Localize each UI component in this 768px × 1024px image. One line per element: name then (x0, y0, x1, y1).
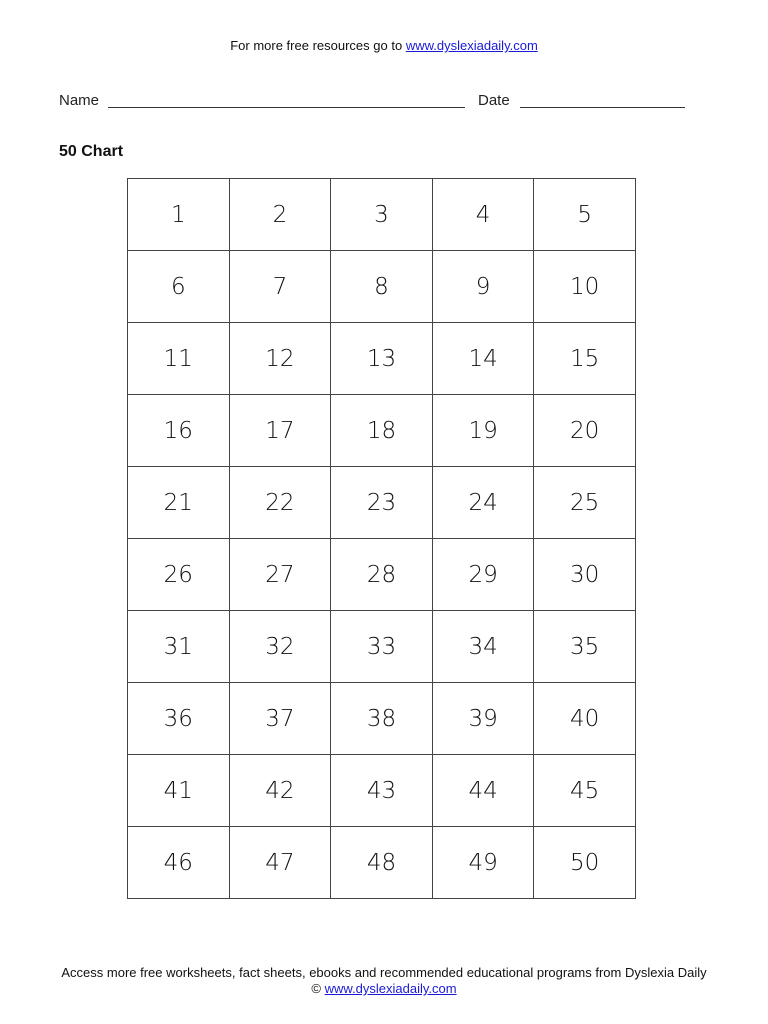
number-cell: 27 (229, 539, 331, 611)
footer-website-link[interactable]: www.dyslexiadaily.com (324, 981, 457, 996)
number-cell: 37 (229, 683, 331, 755)
table-row (128, 323, 636, 395)
table-row (128, 683, 636, 755)
number-cell: 39 (432, 683, 534, 755)
table-row (128, 467, 636, 539)
number-cell: 43 (331, 755, 433, 827)
number-cell: 4 (432, 179, 534, 251)
date-blank-line (520, 107, 685, 108)
footer-line: Access more free worksheets, fact sheets, ebooks and recommended educational programs from Dyslexia Daily (61, 965, 707, 980)
number-cell: 40 (534, 683, 636, 755)
number-cell: 9 (432, 251, 534, 323)
number-cell: 48 (331, 827, 433, 899)
number-cell: 47 (229, 827, 331, 899)
number-cell: 49 (432, 827, 534, 899)
number-cell: 5 (534, 179, 636, 251)
number-cell: 12 (229, 323, 331, 395)
number-cell: 13 (331, 323, 433, 395)
number-cell: 31 (128, 611, 230, 683)
number-cell: 26 (128, 539, 230, 611)
number-cell: 7 (229, 251, 331, 323)
number-cell: 11 (128, 323, 230, 395)
header-website-link[interactable]: www.dyslexiadaily.com (405, 38, 538, 53)
number-cell: 17 (229, 395, 331, 467)
name-label: Name (59, 92, 100, 109)
number-cell: 30 (534, 539, 636, 611)
number-cell: 38 (331, 683, 433, 755)
number-cell: 35 (534, 611, 636, 683)
number-cell: 29 (432, 539, 534, 611)
date-label: Date (478, 92, 510, 109)
number-cell: 23 (331, 467, 433, 539)
number-cell: 8 (331, 251, 433, 323)
number-cell: 22 (229, 467, 331, 539)
number-cell: 25 (534, 467, 636, 539)
page-title: 50 Chart (59, 143, 124, 160)
number-cell: 14 (432, 323, 534, 395)
header-text: For more free resources go to (230, 38, 403, 53)
number-cell: 20 (534, 395, 636, 467)
number-cell: 21 (128, 467, 230, 539)
number-cell: 3 (331, 179, 433, 251)
number-cell: 33 (331, 611, 433, 683)
number-cell: 50 (534, 827, 636, 899)
table-row (128, 251, 636, 323)
header-resources-line (0, 38, 768, 53)
table-row (128, 539, 636, 611)
number-cell: 34 (432, 611, 534, 683)
number-cell: 36 (128, 683, 230, 755)
number-cell: 46 (128, 827, 230, 899)
number-cell: 41 (128, 755, 230, 827)
footer (0, 965, 768, 997)
table-row (128, 179, 636, 251)
copyright-symbol: © (311, 981, 321, 996)
number-cell: 16 (128, 395, 230, 467)
number-cell: 6 (128, 251, 230, 323)
number-cell: 44 (432, 755, 534, 827)
number-chart-table (127, 178, 636, 899)
table-row (128, 611, 636, 683)
number-cell: 1 (128, 179, 230, 251)
number-cell: 28 (331, 539, 433, 611)
number-cell: 19 (432, 395, 534, 467)
number-cell: 18 (331, 395, 433, 467)
name-blank-line (108, 107, 465, 108)
name-date-row (59, 92, 699, 112)
number-cell: 32 (229, 611, 331, 683)
number-cell: 42 (229, 755, 331, 827)
table-row (128, 755, 636, 827)
number-cell: 45 (534, 755, 636, 827)
number-cell: 15 (534, 323, 636, 395)
number-cell: 24 (432, 467, 534, 539)
number-cell: 2 (229, 179, 331, 251)
number-cell: 10 (534, 251, 636, 323)
footer-copyright-line (0, 981, 768, 997)
table-row (128, 827, 636, 899)
table-row (128, 395, 636, 467)
